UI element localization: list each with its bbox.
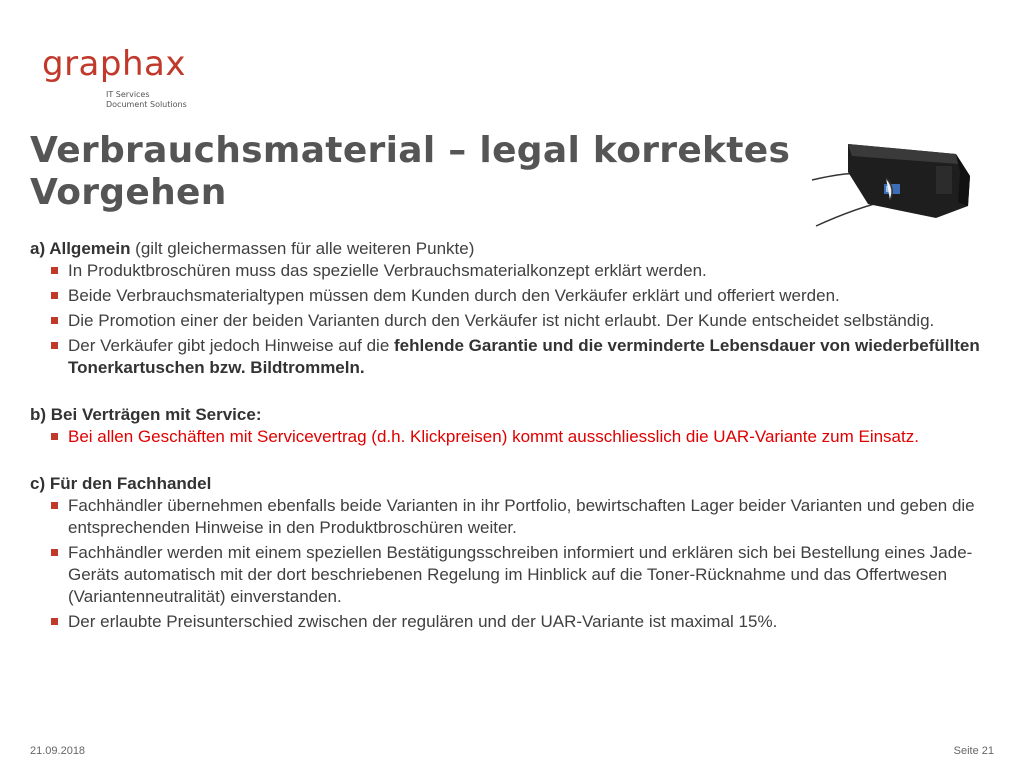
square-bullet-icon [51,433,58,440]
square-bullet-icon [51,292,58,299]
square-bullet-icon [51,317,58,324]
footer-date: 21.09.2018 [30,745,86,757]
square-bullet-icon [51,342,58,349]
bullet-list-service [30,426,990,448]
logo-wordmark: graphax [42,44,186,84]
list-item: In Produktbroschüren muss das spezielle Verbrauchsmaterialkonzept erklärt werden. [30,260,990,282]
logo-tagline-line-2: Document Solutions [106,100,187,109]
list-item: Bei allen Geschäften mit Servicevertrag (d.h. Klickpreisen) kommt ausschliesslich die UAR-Variante zum Einsatz. [30,426,990,448]
list-item: Der erlaubte Preisunterschied zwischen der regulären und der UAR-Variante ist maximal 15%. [30,611,990,633]
slide-body [30,238,990,636]
slide-title: Verbrauchsmaterial – legal korrektes Vorgehen [30,130,791,213]
section-heading-allgemein: a) Allgemein (gilt gleichermassen für alle weiteren Punkte) [30,239,475,258]
square-bullet-icon [51,549,58,556]
list-item: Fachhändler übernehmen ebenfalls beide Varianten in ihr Portfolio, bewirtschaften Lager beider Varianten und geben die entsprechenden Hinweise in den Produktbroschüren weiter. [30,495,990,539]
list-item: Der Verkäufer gibt jedoch Hinweise auf die fehlende Garantie und die verminderte Lebensdauer von wiederbefüllten Tonerkartuschen bzw. Bildtrommeln. [30,335,990,379]
list-item: Fachhändler werden mit einem speziellen Bestätigungsschreiben informiert und erklären sich bei Bestellung eines Jade-Geräts automatisch mit der dort beschriebenen Regelung im Hinblick auf die Toner-Rücknahme und das Offertwesen (Variantenneutralität) einverstanden. [30,542,990,608]
page-number: Seite 21 [953,745,994,757]
bullet-list-fachhandel [30,495,990,633]
square-bullet-icon [51,618,58,625]
company-logo [42,44,187,109]
list-item: Die Promotion einer der beiden Varianten durch den Verkäufer ist nicht erlaubt. Der Kunde entscheidet selbständig. [30,310,990,332]
square-bullet-icon [51,502,58,509]
logo-tagline-line-1: IT Services [106,90,150,99]
bullet-list-allgemein [30,260,990,379]
section-heading-service: b) Bei Verträgen mit Service: [30,405,262,424]
toner-cartridge-image [808,108,988,233]
square-bullet-icon [51,267,58,274]
logo-tagline [106,90,187,110]
list-item: Beide Verbrauchsmaterialtypen müssen dem Kunden durch den Verkäufer erklärt und offeriert werden. [30,285,990,307]
section-heading-fachhandel: c) Für den Fachhandel [30,474,212,493]
